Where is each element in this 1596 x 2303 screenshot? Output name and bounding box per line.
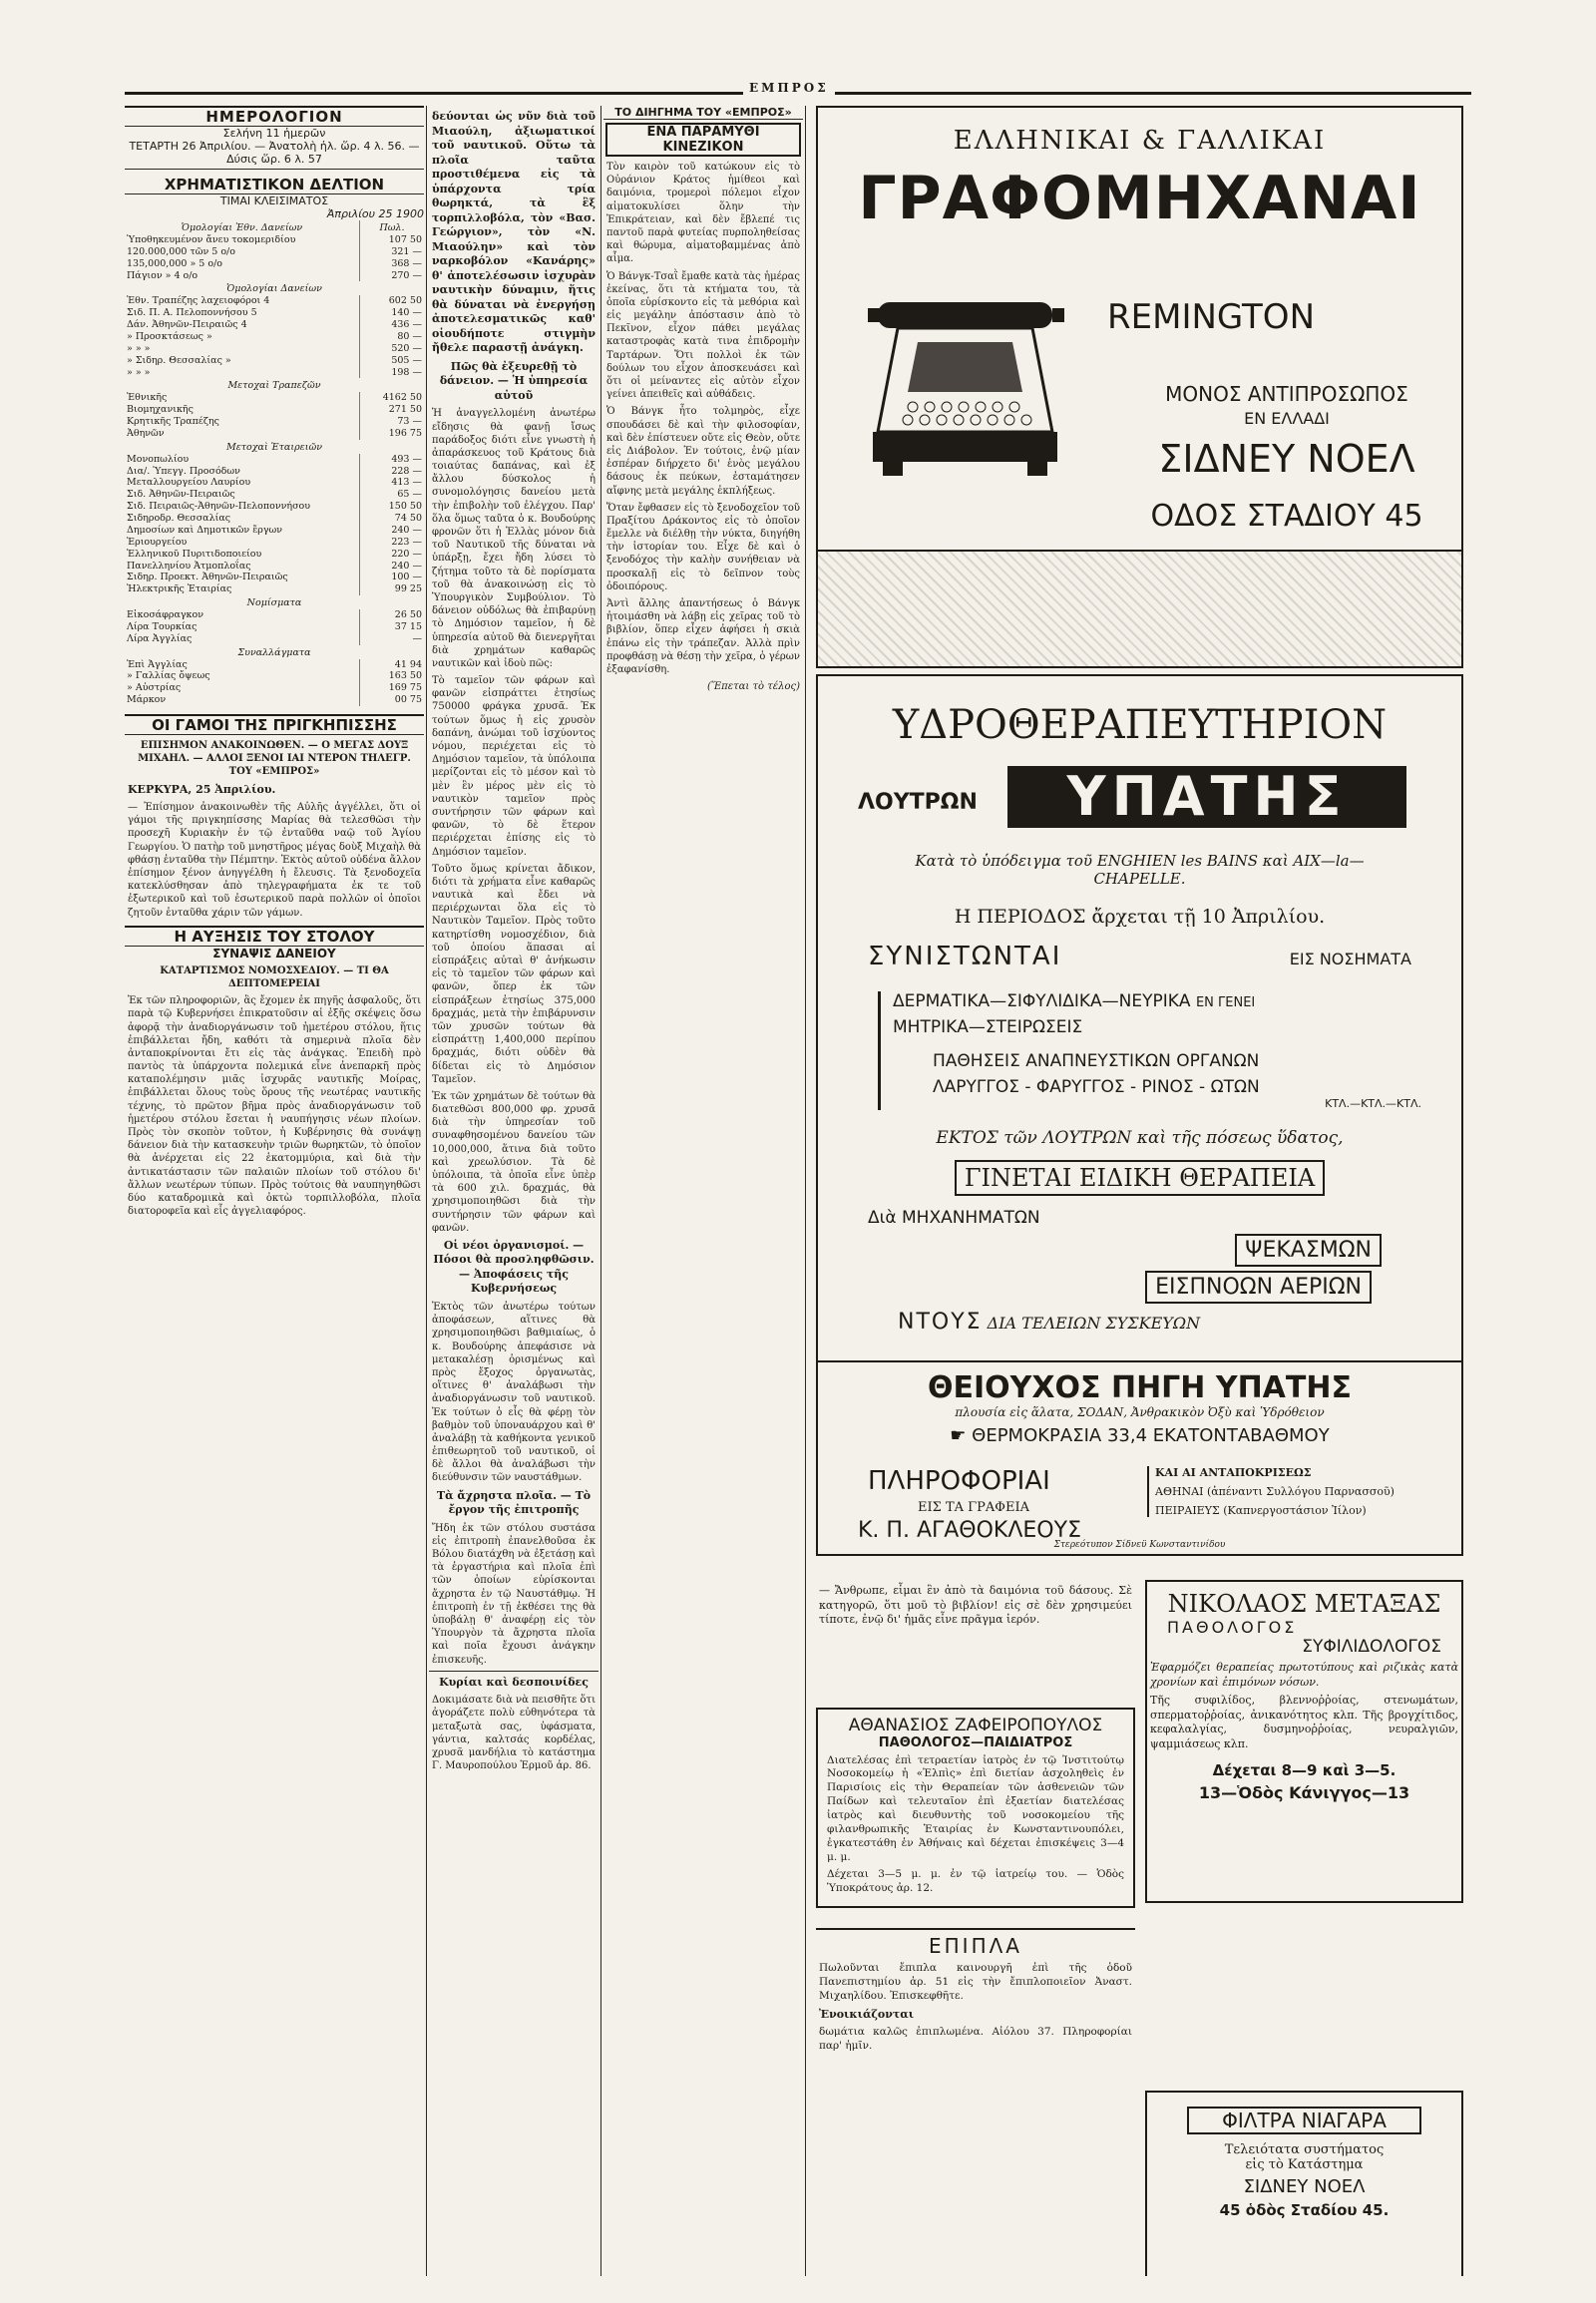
- row-label: Ἑλληνικοῦ Πυριτιδοποιείου: [127, 548, 262, 560]
- story-paragraph: Ἀντὶ ἄλλης ἀπαντήσεως ὁ Βάνγκ ἠτοιμάσθη νὰ λάβῃ εἰς χεῖρας τοῦ τὸ βιβλίον, ὅπερ εἶχεν ἀφήσει ἡ σκιὰ ἐπάνω εἰς τὴν τράπεζαν. Ἀλλὰ πρὶν προφθάσῃ νὰ θέσῃ τὴν χεῖρα, ὁ γέρων ἐξαφανίσθη.: [606, 598, 800, 675]
- stock-table: [125, 220, 424, 706]
- table-row: [125, 572, 424, 583]
- row-value: 4162 50: [360, 392, 425, 404]
- table-row: [125, 428, 424, 440]
- row-label: Ἀθηνῶν: [127, 427, 165, 439]
- spa-period: Η ΠΕΡΙΟΔΟΣ ἄρχεται τῇ 10 Ἀπριλίου.: [954, 906, 1326, 928]
- row-value: 493 —: [360, 454, 425, 466]
- row-value: 100 —: [360, 572, 425, 583]
- row-label: Σιδηροδρ. Θεσσαλίας: [127, 513, 231, 524]
- spa-showers-row: [898, 1310, 1461, 1335]
- typewriter-rep: ΜΟΝΟΣ ΑΝΤΙΠΡΟΣΩΠΟΣ: [1165, 382, 1408, 406]
- row-value: 220 —: [360, 549, 425, 561]
- ad-heading: Κυρίαι καὶ δεσποινίδες: [439, 1675, 589, 1689]
- row-value: 270 —: [360, 270, 425, 282]
- filters-sub: Τελειότατα συστήματος: [1224, 2142, 1385, 2157]
- row-label: Κρητικῆς Τραπέζης: [127, 416, 219, 427]
- spa-therapy: ΓΙΝΕΤΑΙ ΕΙΔΙΚΗ ΘΕΡΑΠΕΙΑ: [955, 1160, 1325, 1196]
- row-label: » Αὐστρίας: [127, 682, 182, 694]
- spa-baths: ΛΟΥΤΡΩΝ: [858, 790, 978, 815]
- bulletin-date: Ἀπριλίου 25 1900: [326, 207, 424, 220]
- row-label: Ἐθνικῆς: [127, 392, 168, 404]
- spa-salts: πλουσία εἰς ἅλατα, ΣΟΔΑΝ, Ἀνθρακικὸν Ὀξὺ καὶ Ὑδρόθειον: [955, 1405, 1325, 1419]
- article-paragraph: Ἐκτὸς τῶν ἀνωτέρω τούτων ἀποφάσεων, αἵτινες θὰ χρησιμοποιηθῶσι βαθμιαίως, ὁ κ. Βουδούρης ἀπεφάσισε νὰ μετακαλέσῃ ὀρισμένως καὶ πρὸς ἔξοχος ὀργανωτὰς, οἵτινες θ' ἀναλάβωσι τὴν ἀναδιοργάνωσιν τοῦ ναυτικοῦ. Ἐκ τούτων ὁ εἷς θὰ φέρῃ τὸν βαθμὸν τοῦ ὑποναυάρχου καὶ θ' ἀναλάβῃ τὰ καθήκοντα γενικοῦ ἐπιθεωρητοῦ τοῦ ναυτικοῦ, οἱ δὲ ἄλλοι θὰ ἀναλάβωσι τὴν διεύθυνσιν τῶν ναυστάθμων.: [432, 1302, 596, 1484]
- row-value: 41 94: [360, 659, 425, 671]
- article-paragraph: Ἤδη ἐκ τῶν στόλου συστάσα εἰς ἐπιτροπὴ ἐπανελθοῦσα ἐκ Βόλου διατάχθη νὰ ἐξετάσῃ καὶ τὰ ἐργαστήρια καὶ πλοῖα ἐπὶ τῶν ὁποίων εὑρίσκονται ἄχρηστα ἐν τῷ Ναυστάθμῳ. Ἡ ἐπιτροπὴ ἐν τῇ ἐκθέσει της θὰ ὑποβάλῃ θ' ἀναφέρῃ εἰς τὸν Ὑπουργὸν τὰ ἄχρηστα πλοῖα καὶ ποῖα ἔχουσι ἀνάγκην ἐπισκευῆς.: [432, 1522, 596, 1666]
- table-row: [125, 404, 424, 416]
- table-row: [125, 343, 424, 355]
- table-row: [125, 561, 424, 573]
- ephemeris-line-2: ΤΕΤΑΡΤΗ 26 Ἀπριλίου. — Ἀνατολὴ ἡλ. ὥρ. 4 λ. 56. — Δύσις ὥρ. 6 λ. 57: [125, 140, 424, 170]
- metaxas-ad: [1145, 1580, 1463, 1903]
- metaxas-name: ΝΙΚΟΛΑΟΣ ΜΕΤΑΞΑΣ: [1167, 1590, 1441, 1618]
- row-value: 74 50: [360, 513, 425, 525]
- table-row: [125, 466, 424, 478]
- row-value: 240 —: [360, 561, 425, 573]
- section-heading: Νομίσματα: [246, 597, 302, 609]
- article-paragraph: Ἐκ τῶν χρημάτων δὲ τούτων θὰ διατεθῶσι 800,000 φρ. χρυσᾶ διὰ τὴν ὑπηρεσίαν τοῦ συναφθησομένου δανείου τῶν 10,000,000, ἅτινα διὰ τοῦτο καὶ χρεωλύσιον. Τὰ δὲ ὑπόλοιπα, τὰ ὁποῖα εἶνε ὑπὲρ τὰ 600 χιλ. δραχμάς, θὰ χρησιμοποιηθῶσι διὰ τὴν συντήρησιν τῶν φάρων καὶ φανῶν.: [432, 1090, 596, 1234]
- section-heading: Ὁμολογίαι Δανείων: [226, 283, 322, 295]
- row-value: 223 —: [360, 537, 425, 549]
- row-value: 602 50: [360, 295, 425, 307]
- table-row: [125, 621, 424, 633]
- row-label: Ἐθν. Τραπέζης λαχειοφόροι 4: [127, 295, 270, 307]
- ad-ornament: [818, 550, 1461, 666]
- table-header: Ὁμολογίαι Ἐθν. Δανείων: [181, 222, 303, 233]
- row-value: 169 75: [360, 682, 425, 694]
- row-label: Σιδ. Πειραιῶς-Ἀθηνῶν-Πελοποννήσου: [127, 501, 311, 513]
- divider: [429, 1671, 598, 1672]
- row-value: 240 —: [360, 525, 425, 537]
- column-rule: [426, 106, 427, 2276]
- story-continued: (Ἕπεται τὸ τέλος): [706, 681, 800, 693]
- spa-sprays-row: [818, 1234, 1382, 1267]
- disease-5: ΚΤΛ.—ΚΤΛ.—ΚΤΛ.: [1325, 1097, 1421, 1110]
- table-row: [125, 501, 424, 513]
- wedding-headline: ΟΙ ΓΑΜΟΙ ΤΗΣ ΠΡΙΓΚΗΠΙΣΣΗΣ: [125, 714, 424, 735]
- doctor-role: ΠΑΘΟΛΟΓΟΣ—ΠΑΙΔΙΑΤΡΟΣ: [878, 1734, 1073, 1750]
- table-row: [125, 234, 424, 246]
- table-row: [125, 583, 424, 595]
- row-label: Ἠλεκτρικῆς Ἑταιρίας: [127, 583, 232, 595]
- spa-disease-list: [878, 991, 1421, 1110]
- spa-place: ΥΠΑΤΗΣ: [1007, 766, 1406, 828]
- row-value: 413 —: [360, 477, 425, 489]
- row-value: 80 —: [360, 331, 425, 343]
- row-label: Δημοσίων καὶ Δημοτικῶν ἔργων: [127, 524, 283, 536]
- typewriter-address: ΟΔΟΣ ΣΤΑΔΙΟΥ 45: [1150, 499, 1423, 534]
- row-value: 436 —: [360, 319, 425, 331]
- row-value: 150 50: [360, 501, 425, 513]
- metaxas-diseases: Τῆς συφιλίδος, βλεννοῤῥοίας, στενωμάτων, σπερματοῤῥοίας, ἀνικανότητος κλπ. Τῆς βρογχίτιδος, κεφαλαλγίας, δυσμηνοῤῥοίας, νευραλγιῶν, ψαμμιάσεως κλπ.: [1150, 1694, 1458, 1750]
- table-row: [125, 270, 424, 282]
- masthead-title: ΕΜΠΡΟΣ: [743, 81, 835, 95]
- row-value: 196 75: [360, 428, 425, 440]
- furniture-body: Πωλοῦνται ἔπιπλα καινουργῆ ἐπὶ τῆς ὁδοῦ Πανεπιστημίου ἀρ. 51 εἰς τὴν ἔπιπλοποιεῖον Ἀναστ. Μιχαηλίδου. Ἐπισκεφθῆτε.: [819, 1962, 1132, 2002]
- spa-temperature: [818, 1425, 1461, 1446]
- row-value: 271 50: [360, 404, 425, 416]
- typewriter-headline: ΓΡΑΦΟΜΗΧΑΝΑΙ: [858, 164, 1421, 233]
- article-paragraph: Τοῦτο ὅμως κρίνεται ἄδικον, διότι τὰ χρήματα εἶνε καθαρῶς ναυτικὰ καὶ ἔδει νὰ περιέρχωνται ὅλα εἰς τὸ Ναυτικὸν Ταμεῖον. Πρὸς τοῦτο κατηρτίσθη νομοσχέδιον, διὰ τοῦ ὁποίου ἅπασαι αἱ εἰσπράξεις αὐταὶ θ' ἀνήκωσιν εἰς τὸ ταμεῖον τῶν φάρων καὶ φανῶν, ὅπερ ἐκ τῶν εἰσπράξεων ἐτησίως 375,000 δραχμάς, μετὰ τὴν ἐπιβάρυνσιν τῶν χρυσῶν τούτων θὰ εἰσπράττῃ 1,400,000 περίπου δραχμάς, διότι οὐδὲν θὰ δίδεται εἰς τὸ Δημόσιον Ταμεῖον.: [432, 863, 596, 1085]
- filters-ad: [1145, 2091, 1463, 2276]
- rooms-body: δωμάτια καλῶς ἐπιπλωμένα. Αἰόλου 37. Πληροφορίαι παρ' ἡμῖν.: [819, 2026, 1132, 2053]
- column-2: [429, 106, 598, 2276]
- spa-recommend: ΣΥΝΙΣΤΩΝΤΑΙ: [868, 942, 1062, 971]
- row-value: 00 75: [360, 694, 425, 706]
- typewriter-name: ΣΙΔΝΕΥ ΝΟΕΛ: [1158, 437, 1415, 481]
- story-paragraph: Ὁ Βάνγκ-Τσαῒ ἔμαθε κατὰ τὰς ἡμέρας ἐκείνας, ὅτι τὰ κτήματα του, τὰ ὁποῖα εὑρίσκοντο εἰς τὰ μεθόρια καὶ εἰς μεγάλην ἀπόστασιν ἀπὸ τὸ Πεκῖνον, εἶχον πάθει μεγάλας καταστροφὰς κατὰ τινα ἐπιδρομὴν Ταρτάρων. Ὅτι πολλοὶ ἐκ τῶν δούλων του εἶχον ἀποσκευάσει καὶ ὅτι οἱ μείναντες εἰς αὐτὸν εἶχον γείνει ἀπειθεῖς καὶ αὐθάδεις.: [606, 270, 800, 401]
- row-label: Λίρα Τουρκίας: [127, 620, 198, 632]
- row-label: » Γαλλίας ὄψεως: [127, 670, 210, 682]
- row-label: Δάν. Ἀθηνῶν-Πειραιῶς 4: [127, 319, 247, 330]
- story-kicker: ΤΟ ΔΙΗΓΗΜΑ ΤΟΥ «ΕΜΠΡΟΣ»: [603, 106, 803, 120]
- spa-printer: Στερεότυπον Σίδνεϋ Κωνσταντινίδου: [1053, 1540, 1226, 1550]
- row-label: Σιδηρ. Προεκτ. Ἀθηνῶν-Πειραιῶς: [127, 572, 288, 583]
- table-row: [125, 609, 424, 621]
- newspaper-page: [125, 81, 1471, 2276]
- story-scene: — Ἄνθρωπε, εἶμαι ἓν ἀπὸ τὰ δαιμόνια τοῦ δάσους. Σὲ κατηγορῶ, ὅτι μοῦ τὸ βιβλίον! εἰς σὲ δὲν χρησιμεύει τίποτε, ἐνῷ δι' ἡμᾶς εἶνε πρᾶγμα ἱερόν.: [819, 1584, 1132, 1627]
- table-row: [125, 537, 424, 549]
- spa-title: ΥΔΡΟΘΕΡΑΠΕΥΤΗΡΙΟΝ: [892, 702, 1388, 748]
- row-label: Σιδ. Ἀθηνῶν-Πειραιῶς: [127, 489, 235, 501]
- column-1: [125, 106, 424, 2276]
- wedding-dateline: ΚΕΡΚΥΡΑ, 25 Ἀπριλίου.: [128, 782, 276, 796]
- section-heading: Τὰ ἄχρηστα πλοῖα. — Τὸ ἔργον τῆς ἐπιτροπῆς: [436, 1488, 592, 1517]
- table-row: [125, 633, 424, 645]
- row-value: 26 50: [360, 609, 425, 621]
- row-label: Πανελληνίου Ἀτμοπλοΐας: [127, 560, 251, 572]
- row-label: Σιδ. Π. Α. Πελοποννήσου 5: [127, 307, 257, 319]
- table-row: [125, 258, 424, 270]
- row-value: 99 25: [360, 583, 425, 595]
- spa-complete: ΔΙΑ ΤΕΛΕΙΩΝ ΣΥΣΚΕΥΩΝ: [987, 1314, 1201, 1333]
- table-row: [125, 454, 424, 466]
- ephemeris-line-1: Σελήνη 11 ἡμερῶν: [222, 127, 326, 140]
- metaxas-role: ΠΑΘΟΛΟΓΟΣ: [1167, 1618, 1298, 1637]
- row-label: Μάρκον: [127, 694, 167, 706]
- row-value: 37 15: [360, 621, 425, 633]
- metaxas-hours: Δέχεται 8—9 καὶ 3—5.: [1212, 1761, 1396, 1780]
- furniture-title: ΕΠΙΠΛΑ: [929, 1934, 1022, 1959]
- spa-info: ΠΛΗΡΟΦΟΡΙΑΙ: [868, 1466, 1050, 1496]
- table-row: [125, 659, 424, 671]
- story-title: ΕΝΑ ΠΑΡΑΜΥΘΙ ΚΙΝΕΖΙΚΟΝ: [605, 123, 801, 157]
- furniture-ad: [816, 1928, 1135, 2054]
- disease-4: ΛΑΡΥΓΓΟΣ - ΦΑΡΥΓΓΟΣ - ΡΙΝΟΣ - ΩΤΩΝ: [933, 1077, 1260, 1097]
- spa-temperature-value: ΘΕΡΜΟΚΡΑΣΙΑ 33,4 ΕΚΑΤΟΝΤΑΒΑΘΜΟΥ: [972, 1425, 1330, 1446]
- spa-diseases: ΕΙΣ ΝΟΣΗΜΑΤΑ: [1289, 950, 1411, 968]
- fleet-continued: δεύονται ὡς νῦν διὰ τοῦ Μιαούλη, ἀξιωματικοί τοῦ ναυτικοῦ. Οὕτω τὰ πλοῖα ταῦτα προστιθέμενα εἰς τὰ ὑπάρχοντα τρία θωρηκτά, τὰ ἓξ τορπιλλοβόλα, τὸν «Βασ. Γεώργιον», τὸν «Ν. Μιαούλην» καὶ τὸν ναρκοβόλον «Κανάρης» θ' ἀποτελέσωσιν ἰσχυρὰν ναυτικὴν δύναμιν, ἥτις θὰ δύναται νὰ ἐνεργήσῃ ἀποτελεσματικῶς καθ' οἱουδήποτε στιγμὴν ἤθελε παραστῇ ἀνάγκη.: [432, 110, 596, 355]
- ad-body: Δοκιμάσατε διὰ νὰ πεισθῆτε ὅτι ἀγοράζετε πολὺ εὐθηνότερα τὰ μεταξωτὰ σας, ὑφάσματα, γάντια, καλτσάς κορδέλας, χρυσᾶ μανδήλια τὸ κατάστημα Γ. Μαυροπούλου Ἑρμοῦ ἀρ. 86.: [432, 1695, 596, 1772]
- disease-1: ΔΕΡΜΑΤΙΚΑ—ΣΙΦΥΛΙΔΙΚΑ—ΝΕΥΡΙΚΑ: [893, 991, 1191, 1011]
- spa-agents-title: ΚΑΙ ΑΙ ΑΝΤΑΠΟΚΡΙΣΕΩΣ: [1155, 1466, 1312, 1479]
- thermometer-icon: ☛: [950, 1425, 973, 1446]
- filters-address: 45 ὁδὸς Σταδίου 45.: [1219, 2201, 1390, 2219]
- bulletin-title: ΧΡΗΜΑΤΙΣΤΙΚΟΝ ΔΕΛΤΙΟΝ: [125, 176, 424, 194]
- spa-agent-athens: ΑΘΗΝΑΙ (ἀπέναντι Συλλόγου Παρνασσοῦ): [1155, 1485, 1395, 1498]
- column-rule: [600, 106, 601, 2276]
- table-row: [125, 682, 424, 694]
- table-row: [125, 416, 424, 428]
- table-row: [125, 549, 424, 561]
- spa-showers: ΝΤΟΥΣ: [898, 1310, 983, 1335]
- spa-spring: ΘΕΙΟΥΧΟΣ ΠΗΓΗ ΥΠΑΤΗΣ: [818, 1360, 1461, 1405]
- typewriter-illustration: [858, 282, 1072, 482]
- typewriter-brand: REMINGTON: [1107, 297, 1316, 337]
- fleet-body: Ἐκ τῶν πληροφοριῶν, ἃς ἔχομεν ἐκ πηγῆς ἀσφαλοῦς, ὅτι παρὰ τῷ Κυβερνήσει ἐπικρατοῦσιν αἱ ἐξῆς σκέψεις ὅσω ἀφορᾷ τὴν ἀναδιοργάνωσιν τοῦ ἡμετέρου στόλου, ἥτις ἐπιβάλλεται ἤδη, καθότι τὰ σημερινὰ πλοῖα δὲν ἀνταποκρίνονται ἔτι εἰς τὰς ἀνάγκας. Ἐπειδὴ πρὸ παντὸς τὰ ὑπάρχοντα πολεμικά εἶνε ἀνεπαρκῆ πρὸς καταπολέμησιν μιᾶς ἰσχυρᾶς ναυτικῆς Μοίρας, ἐπιβάλλεται ὅλους τοὺς ὅρους τῆς νεωτέρας ναυτικῆς τέχνης, τὸ πρῶτον βῆμα πρὸς ἀναδιοργάνωσιν τοῦ ἡμετέρου στόλου ἔσεται ἡ ναυπήγησις νέων πλοίων. Πρὸς τὸν σκοπὸν τοῦτον, ἡ Κυβέρνησις θὰ συνάψῃ δάνειον διὰ τὴν κατασκευὴν τριῶν θωρηκτῶν, τὸ ὁποῖον θὰ ἀνέρχεται εἰς 22 ἑκατομμύρια, καὶ διὰ τὴν ἀντικατάστασιν τῶν παλαιῶν πλοίων τοῦ στόλου δι' ἄλλων νεωτέρων τύπων. Πρὸς τούτοις θὰ ναυπηγηθῶσι δύο καταδρομικὰ καὶ ὀκτὼ τορπιλλοβόλα, πλοῖα διατοροφεῖα καὶ εἷς ἀγγελιαφόρος.: [128, 995, 421, 1218]
- spa-machines: Διὰ ΜΗΧΑΝΗΜΑΤΩΝ: [868, 1208, 1040, 1228]
- spa-therapy-row: [818, 1160, 1461, 1196]
- row-label: 135,000,000 » 5 ο/ο: [127, 257, 222, 269]
- row-label: Μονοπωλίου: [127, 453, 190, 465]
- row-value: 321 —: [360, 246, 425, 258]
- row-label: Ἐπὶ Ἀγγλίας: [127, 658, 188, 670]
- row-label: Βιομηχανικῆς: [127, 404, 194, 416]
- disease-3: ΠΑΘΗΣΕΙΣ ΑΝΑΠΝΕΥΣΤΙΚΩΝ ΟΡΓΑΝΩΝ: [933, 1051, 1260, 1071]
- filters-title: ΦΙΛΤΡΑ ΝΙΑΓΑΡΑ: [1187, 2107, 1421, 2134]
- row-label: » Σιδηρ. Θεσσαλίας »: [127, 354, 231, 366]
- spa-besides: ΕΚΤΟΣ τῶν ΛΟΥΤΡΩΝ καὶ τῆς πόσεως ὕδατος,: [936, 1128, 1344, 1148]
- column-3: [603, 106, 803, 2276]
- spa-name-row: [818, 766, 1461, 836]
- table-row: [125, 477, 424, 489]
- ephemeris-title: ΗΜΕΡΟΛΟΓΙΟΝ: [125, 106, 424, 127]
- metaxas-address: 13—Ὁδὸς Κάνιγγος—13: [1198, 1783, 1410, 1803]
- story-paragraph: Τὸν καιρὸν τοῦ κατώκουν εἰς τὸ Οὐράνιον Κράτος ἡμίθεοι καὶ δαιμόνια, τρομεροὶ πόλεμοι εἶχον αἱματοκυλίσει ὅλην τὴν Ἐπικράτειαν, καὶ δὲν ἔβλεπέ τις παντοῦ παρὰ φυτείας πυρποληθείσας καὶ θώρυμα, αἱματοβαμμένας ἀπὸ αἷμα.: [606, 162, 800, 265]
- row-label: Δια/. Ὑπεγγ. Προσόδων: [127, 465, 240, 477]
- row-label: Πάγιον » 4 ο/ο: [127, 269, 199, 281]
- row-value: 73 —: [360, 416, 425, 428]
- row-label: » » »: [127, 366, 151, 378]
- section-heading: Μετοχαὶ Τραπεζῶν: [227, 380, 321, 392]
- row-label: Λίρα Ἀγγλίας: [127, 632, 193, 644]
- column-rule: [805, 106, 806, 2276]
- table-row: [125, 513, 424, 525]
- spa-agent-piraeus: ΠΕΙΡΑΙΕΥΣ (Καπνεργοστάσιον Ἰίλον): [1155, 1504, 1367, 1517]
- section-heading: Μετοχαὶ Ἑταιρειῶν: [225, 441, 323, 453]
- disease-2: ΜΗΤΡΙΚΑ—ΣΤΕΙΡΩΣΕΙΣ: [893, 1017, 1083, 1037]
- spa-sprays: ΨΕΚΑΣΜΩΝ: [1235, 1234, 1382, 1267]
- table-row: [125, 319, 424, 331]
- article-paragraph: Τὸ ταμεῖον τῶν φάρων καὶ φανῶν εἰσπράττει ἐτησίως 750000 φράγκα χρυσᾶ. Ἐκ τούτων ὅμως ἡ εἰς χρυσὸν δαπάνη, ἀνώμαι τοῦ ἰσχύοντος νόμου, περιέχεται εἰς τὸ Δημόσιον ταμεῖον, τὰ ὑπόλοιπα μερίζονται εἰς τὸ μέσον καὶ τὸ μὲν ἓν μέρος μὲν εἰς τὸ ναυτικὸν ταμεῖον πρὸς συντήρησιν τῶν φάρων καὶ φανῶν, τὸ δὲ ἕτερον περιέρχεται ἐπίσης εἰς τὸ Δημόσιον ταμεῖον.: [432, 675, 596, 858]
- wedding-body: — Ἐπίσημον ἀνακοινωθὲν τῆς Αὐλῆς ἀγγέλλει, ὅτι οἱ γάμοι τῆς πριγκηπίσσης Μαρίας θὰ τελεσθῶσι τὴν προσεχῆ Κυριακὴν ἐν τῷ ἐνταῦθα ναῷ τοῦ Ἁγίου Γεωργίου. Ὁ πατὴρ τοῦ μνηστῆρος μέγας δοὺξ Μιχαὴλ θὰ φθάσῃ ἐνταῦθα τὴν Πέμπτην. Ἐκτὸς αὐτοῦ οὐδένα ἄλλον ἐπίσημον ξένον ἀνηγγέλθη ἡ ἔλευσις. Τὰ ξενοδοχεῖα κατεκλύσθησαν ἀπὸ τηλεγραφήματα ἐκ τε τοῦ ἐξωτερικοῦ καὶ τοῦ ἐσωτερικοῦ παρὰ πολλῶν οἱ ὁποῖοι ζητοῦν ἐνταῦθα χάριν τῶν γάμων.: [128, 802, 421, 919]
- row-label: Εἰκοσάφραγκον: [127, 609, 203, 620]
- fleet-lede: ΚΑΤΑΡΤΙΣΜΟΣ ΝΟΜΟΣΧΕΔΙΟΥ. — ΤΙ ΘΑ ΔΕΠΤΟΜΕΡΕΙΑΙ: [160, 964, 389, 989]
- row-label: Ἐριουργείου: [127, 536, 188, 548]
- doctor-name: ΑΘΑΝΑΣΙΟΣ ΖΑΦΕΙΡΟΠΟΥΛΟΣ: [848, 1715, 1103, 1735]
- table-row: [125, 295, 424, 307]
- table-row: [125, 246, 424, 258]
- row-value: —: [360, 633, 425, 645]
- spa-ad: [816, 674, 1463, 1556]
- row-value: 107 50: [360, 234, 425, 246]
- advertisements: [808, 106, 1471, 2276]
- spa-at: ΕΙΣ ΤΑ ΓΡΑΦΕΙΑ: [918, 1500, 1029, 1515]
- row-label: » Προσκτάσεως »: [127, 330, 212, 342]
- article-paragraph: Ἡ ἀναγγελλομένη ἀνωτέρω εἴδησις θὰ φανῇ ἴσως παράδοξος διότι εἶνε γνωστὴ ἡ ἀπαράσκευος τοῦ Κράτους διὰ τοιαύτας δαπάνας, καὶ ἐξ ἄλλου δύσκολος ἡ συνομολόγησις δανείου μετὰ τὴν ἐπιβολὴν τοῦ ἐλέγχου. Παρ' ὅλα ὅμως ταῦτα ὁ κ. Βουδούρης φρονῶν ὅτι ἡ Ἑλλὰς μόνον διὰ τοῦ Ναυτικοῦ τῆς δύναται νὰ ὑπάρξῃ, ἔχει ἤδη λύσει τὸ ζήτημα τοῦτο τὰ δὲ πορίσματα τοῦ θὰ ἀνακοινώσῃ εἰς τὸ Ὑπουργικὸν Συμβούλιον. Τὸ δάνειον οὐδόλως θὰ ἐπιβαρύνῃ τὸ Δημόσιον ταμεῖον, ἡ δὲ ὑπηρεσία αὐτοῦ θὰ διενεργῆται διὰ χρημάτων καθαρῶς ναυτικῶν καὶ ἰδοὺ πῶς:: [432, 408, 596, 669]
- table-row: [125, 355, 424, 367]
- table-row: [125, 525, 424, 537]
- doctor-ad-and-story: [816, 1580, 1135, 2276]
- wedding-lede: ΕΠΙΣΗΜΟΝ ΑΝΑΚΟΙΝΩΘΕΝ. — Ο ΜΕΓΑΣ ΔΟΥΞ ΜΙΧΑΗΛ. — ΑΛΛΟΙ ΞΕΝΟΙ ΙΑΙ ΝΤΕΡΟΝ ΤΗΛΕΓΡ. ΤΟΥ «ΕΜΠΡΟΣ»: [138, 740, 411, 778]
- masthead: [125, 81, 1471, 105]
- table-row: [125, 331, 424, 343]
- table-row: [125, 307, 424, 319]
- story-paragraph: Ὁ Βάνγκ ἦτο τολμηρὸς, εἶχε σπουδάσει δὲ καὶ τὴν φιλοσοφίαν, καὶ δὲν ἐπίστευεν οὔτε εἰς Θεὸν, οὔτε εἰς Διάβολον. Ἐν τούτοις, ἐνῷ μίαν ἑσπέραν διήρχετο δι' ἑνὸς μεγάλου δάσους ἐκ πεύκων, ἐσταμάτησεν αἴφνης μετὰ μεγάλης ἐκπλήξεως.: [606, 406, 800, 497]
- filters-name: ΣΙΔΝΕΥ ΝΟΕΛ: [1243, 2176, 1366, 2197]
- fleet-headline: Η ΑΥΞΗΣΙΣ ΤΟΥ ΣΤΟΛΟΥ: [125, 926, 424, 947]
- typewriter-line1: ΕΛΛΗΝΙΚΑΙ & ΓΑΛΛΙΚΑΙ: [953, 126, 1327, 156]
- filters-at: εἰς τὸ Κατάστημα: [1245, 2157, 1364, 2172]
- rooms-title: Ἐνοικιάζονται: [819, 2007, 915, 2021]
- section-heading: Συναλλάγματα: [237, 646, 311, 658]
- section-heading: Πῶς θὰ ἐξευρεθῇ τὸ δάνειον. — Ἡ ὑπηρεσία αὐτοῦ: [439, 359, 589, 402]
- spa-agents: [1147, 1466, 1444, 1517]
- typewriter-icon: [858, 282, 1072, 482]
- table-row: [125, 670, 424, 682]
- row-label: Μεταλλουργείου Λαυρίου: [127, 477, 251, 489]
- spa-gases-row: [818, 1271, 1372, 1304]
- row-value: 505 —: [360, 355, 425, 367]
- row-value: 65 —: [360, 489, 425, 501]
- metaxas-method: Ἐφαρμόζει θεραπείας πρωτοτύπους καὶ ριζικὰς κατὰ χρονίων καὶ ἐπιμόνων νόσων.: [1150, 1661, 1458, 1689]
- spa-gases: ΕΙΣΠΝΟΩΝ ΑΕΡΙΩΝ: [1145, 1271, 1372, 1304]
- row-value: 368 —: [360, 258, 425, 270]
- spa-model: Κατὰ τὸ ὑπόδειγμα τοῦ ENGHIEN les BAINS καὶ AIX—la—CHAPELLE.: [915, 852, 1365, 888]
- row-label: 120.000,000 τῶν 5 ο/ο: [127, 245, 235, 257]
- row-value: 228 —: [360, 466, 425, 478]
- row-label: Ὑποθηκευμένον ἄνευ τοκομεριδίου: [127, 233, 296, 245]
- row-value: 140 —: [360, 307, 425, 319]
- row-value: 520 —: [360, 343, 425, 355]
- table-row: [125, 694, 424, 706]
- metaxas-spec: ΣΥΦΙΛΙΔΟΛΟΓΟΣ: [1302, 1637, 1441, 1657]
- spa-recommend-row: [848, 942, 1431, 975]
- table-header: Πωλ.: [360, 220, 425, 234]
- table-row: [125, 489, 424, 501]
- table-row: [125, 367, 424, 379]
- bulletin-subtitle: ΤΙΜΑΙ ΚΛΕΙΣΙΜΑΤΟΣ: [219, 194, 329, 207]
- typewriter-rep-country: ΕΝ ΕΛΛΑΔΙ: [1244, 409, 1330, 428]
- doctor-bio: Διατελέσας ἐπὶ τετραετίαν ἰατρὸς ἐν τῷ Ἰνστιτούτῳ Νοσοκομείῳ ἡ «Ἐλπὶς» ἐπὶ διετίαν ἀσχοληθεὶς ἐν Παρισίοις εἰς τὴν Θεραπείαν τῶν ἀσθενειῶν τῶν Παίδων καὶ τελευταῖον ἐπὶ ἐξαετίαν διατελέσας ἰατρὸς καὶ διευθυντὴς τοῦ νοσοκομείου τῆς φιλανθρωπικῆς Ἑταιρίας ἐν Κωνσταντινουπόλει, ἐγκατεστάθη ἐν Ἀθήναις καὶ δέχεται ἐπισκέψεις 3—4 μ. μ.: [827, 1753, 1124, 1863]
- typewriter-ad: [816, 106, 1463, 668]
- doctor-hours: Δέχεται 3—5 μ. μ. ἐν τῷ ἰατρείῳ του. — Ὁδὸς Ὑποκράτους ἀρ. 12.: [827, 1868, 1124, 1895]
- row-label: » » »: [127, 342, 151, 354]
- row-value: 163 50: [360, 670, 425, 682]
- section-heading: Οἱ νέοι ὀργανισμοί. — Πόσοι θὰ προσληφθῶσιν. — Ἀποφάσεις τῆς Κυβερνήσεως: [433, 1238, 595, 1296]
- table-row: [125, 392, 424, 404]
- story-paragraph: Ὅταν ἔφθασεν εἰς τὸ ξενοδοχεῖον τοῦ Πραξίτου Δράκοντος εἰς τὸ ὁποῖον ἔμελλε νὰ διέλθῃ τὴν νύκτα, διηγήθη τὴν ἱστορίαν του. Εἶχε δὲ καὶ ὁ ξενοδόχος τὴν καλὴν συνήθειαν νὰ προσκαλῇ εἰς τὸ δεῖπνον τοὺς ὀδοιπόρους.: [606, 502, 800, 592]
- row-value: 198 —: [360, 367, 425, 379]
- fleet-subhead: ΣΥΝΑΨΙΣ ΔΑΝΕΙΟΥ: [212, 946, 336, 960]
- spa-agent: Κ. Π. ΑΓΑΘΟΚΛΕΟΥΣ: [858, 1518, 1081, 1543]
- disease-1b: ΕΝ ΓΕΝΕΙ: [1195, 995, 1256, 1010]
- doctor-ad: [816, 1708, 1135, 1909]
